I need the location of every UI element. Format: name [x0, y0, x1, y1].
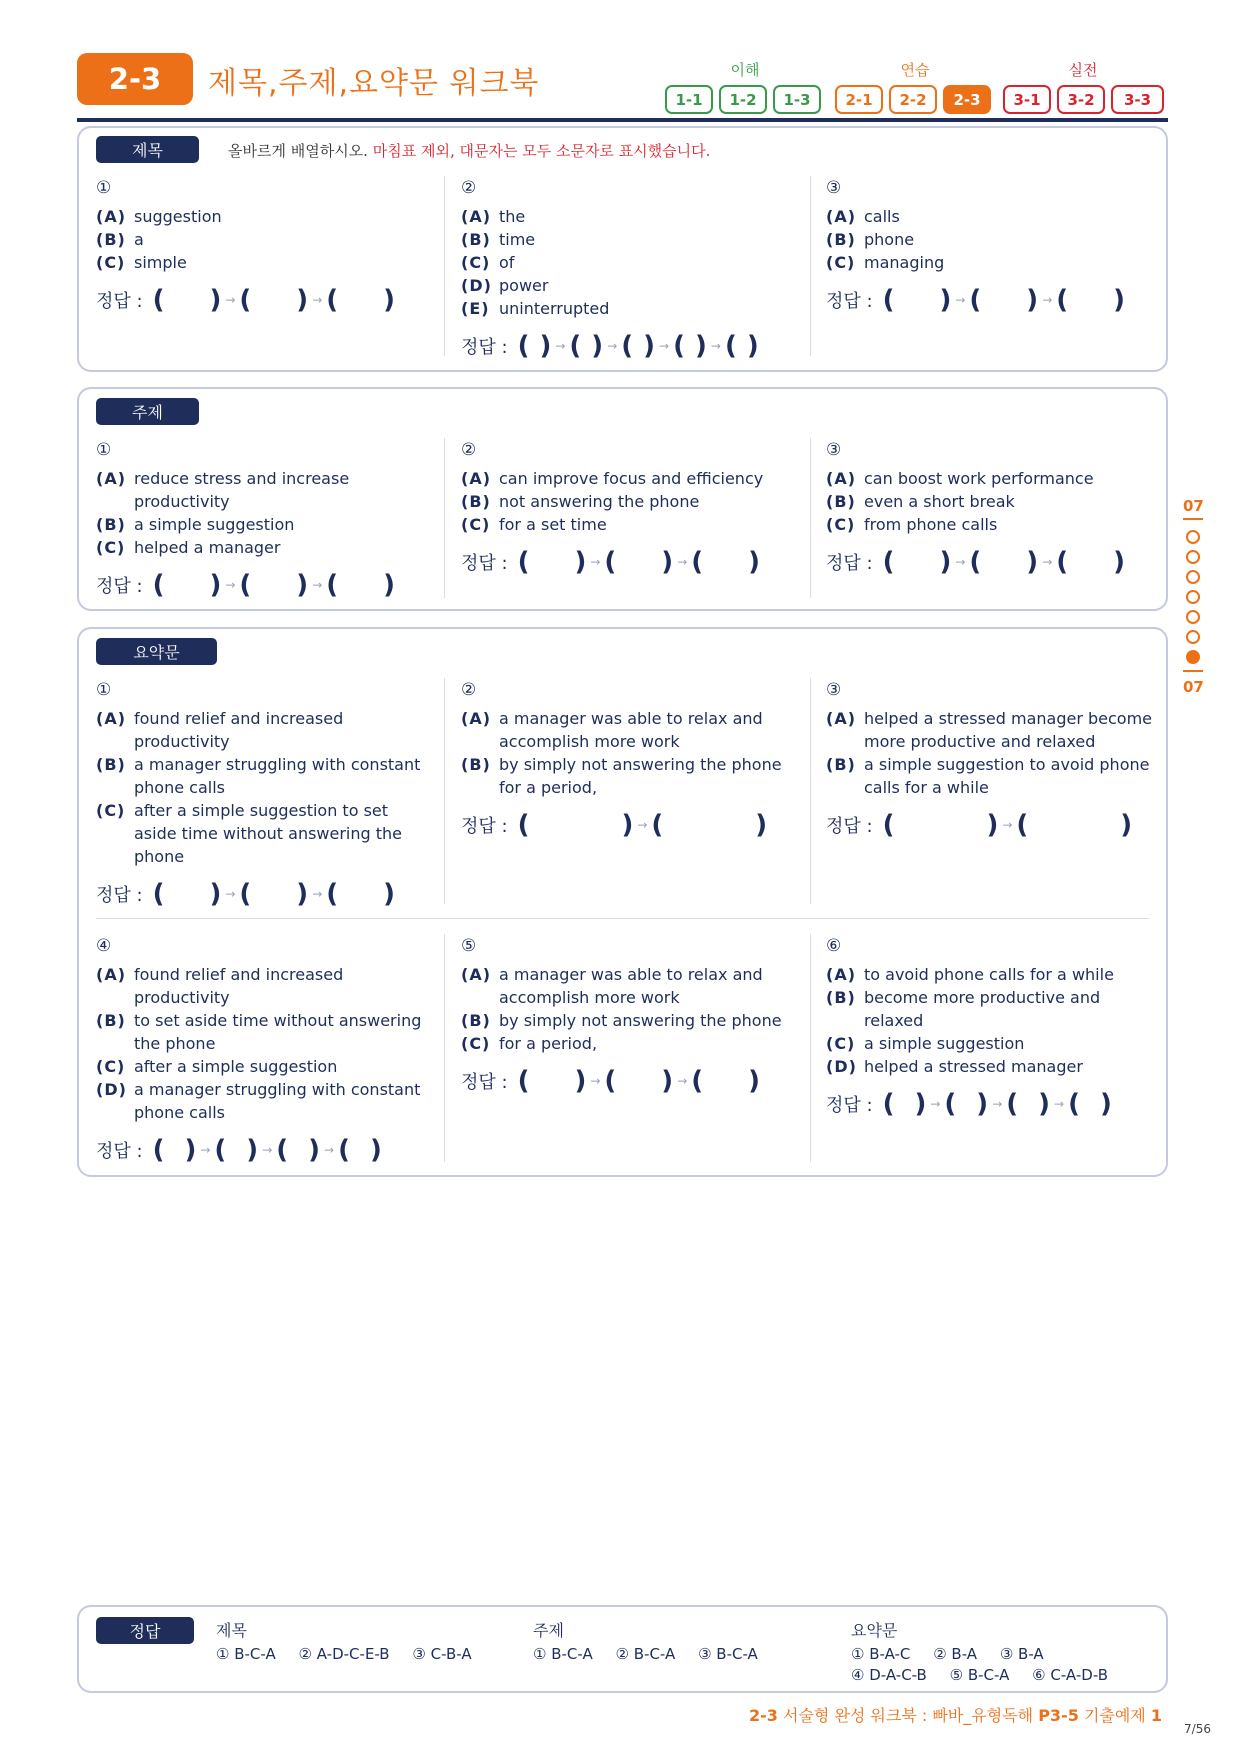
- answer-blank[interactable]: ( ): [152, 1135, 197, 1165]
- option-b: (B) time: [461, 230, 536, 249]
- tab-1-3[interactable]: 1-3: [773, 85, 821, 114]
- question-number: ④: [96, 936, 112, 956]
- summary-section-label: 요약문: [96, 638, 217, 665]
- arrow-icon: →: [312, 293, 323, 307]
- arrow-icon: →: [955, 293, 966, 307]
- answer-row: [826, 283, 1161, 317]
- answer-label: 정답 :: [96, 1141, 143, 1162]
- side-dot: [1186, 610, 1200, 624]
- answer-blank[interactable]: ( ): [969, 547, 1039, 577]
- option-e: (E) uninterrupted: [461, 299, 610, 318]
- answer-label: 정답 :: [826, 1095, 873, 1116]
- tab-1-1[interactable]: 1-1: [665, 85, 713, 114]
- answer-blank[interactable]: ( ): [1056, 547, 1126, 577]
- option-b: (B) by simply not answering the phone: [461, 1011, 782, 1030]
- answer-blank[interactable]: ( ): [326, 570, 396, 600]
- answer-row: [461, 545, 796, 579]
- option-d: (D) helped a stressed manager: [826, 1057, 1083, 1076]
- answer-blank[interactable]: ( ): [517, 547, 587, 577]
- side-dot-current: [1186, 650, 1200, 664]
- option-a: (A) found relief and increased productivity: [96, 965, 344, 1007]
- answer-blank[interactable]: ( ): [338, 1135, 382, 1165]
- arrow-icon: →: [590, 555, 601, 569]
- column-divider: [444, 176, 445, 356]
- title-question-1: [96, 178, 431, 317]
- arrow-icon: →: [225, 293, 236, 307]
- answer-blank[interactable]: ( ): [1068, 1089, 1112, 1119]
- answer-blank[interactable]: ( ): [882, 547, 952, 577]
- arrow-icon: →: [992, 1097, 1003, 1111]
- option-a: (A) found relief and increased productivity: [96, 709, 344, 751]
- answer-label: 정답 :: [461, 553, 508, 574]
- summary-question-2: [461, 680, 796, 842]
- answer-row: [461, 808, 796, 842]
- answer-key-item: ① B-C-A: [533, 1645, 593, 1663]
- option-b: (B) phone: [826, 230, 915, 249]
- question-number: ①: [96, 680, 112, 700]
- option-b: (B) a: [96, 230, 144, 249]
- question-number: ③: [826, 680, 842, 700]
- arrow-icon: →: [607, 339, 618, 353]
- tab-2-2[interactable]: 2-2: [889, 85, 937, 114]
- answer-blank[interactable]: ( ): [214, 1135, 259, 1165]
- arrow-icon: →: [1042, 293, 1053, 307]
- answer-blank[interactable]: ( ): [1016, 810, 1133, 840]
- answer-row: [826, 1087, 1161, 1121]
- side-dot: [1186, 590, 1200, 604]
- row-divider: [96, 918, 1149, 919]
- option-b: (B) a simple suggestion to avoid phone calls for a while: [826, 755, 1150, 797]
- answer-label: 정답 :: [96, 576, 143, 597]
- summary-question-1: [96, 680, 431, 911]
- answer-blank[interactable]: ( ): [239, 285, 309, 315]
- answer-key-summary-row-1: [851, 1645, 1062, 1663]
- option-a: (A) calls: [826, 207, 900, 226]
- answer-blank[interactable]: ( ): [152, 570, 222, 600]
- title-section-label: 제목: [96, 136, 199, 163]
- question-number: ②: [461, 178, 477, 198]
- summary-question-6: [826, 936, 1161, 1121]
- side-index-bottom: 07: [1183, 678, 1204, 696]
- option-a: (A) the: [461, 207, 526, 226]
- question-number: ①: [96, 178, 112, 198]
- answer-blank[interactable]: ( ): [944, 1089, 989, 1119]
- option-d: (D) a manager struggling with constant phone calls: [96, 1080, 421, 1122]
- answer-label: 정답 :: [826, 291, 873, 312]
- side-line-bottom: [1183, 670, 1203, 672]
- option-b: (B) to set aside time without answering the phone: [96, 1011, 422, 1053]
- question-number: ②: [461, 680, 477, 700]
- answer-row: [461, 1064, 796, 1098]
- page-title: 제목,주제,요약문 워크북: [208, 66, 540, 101]
- summary-question-3: [826, 680, 1161, 842]
- answer-label: 정답 :: [461, 337, 508, 358]
- answer-label: 정답 :: [461, 816, 508, 837]
- answer-key-item: ② B-A: [933, 1645, 978, 1663]
- topic-question-3: [826, 440, 1161, 579]
- option-c: (C) managing: [826, 253, 945, 272]
- answer-blank[interactable]: ( ): [621, 331, 656, 361]
- option-c: (C) helped a manager: [96, 538, 281, 557]
- summary-question-4: [96, 936, 431, 1167]
- question-number: ⑥: [826, 936, 842, 956]
- topic-section-label: 주제: [96, 398, 199, 425]
- answer-key-label: 정답: [96, 1617, 194, 1644]
- column-divider: [444, 934, 445, 1162]
- answer-key-item: ③ C-B-A: [412, 1645, 472, 1663]
- arrow-icon: →: [710, 339, 721, 353]
- tab-3-2[interactable]: 3-2: [1057, 85, 1105, 114]
- answer-blank[interactable]: ( ): [517, 1066, 587, 1096]
- question-number: ③: [826, 178, 842, 198]
- side-index-top: 07: [1183, 497, 1204, 515]
- side-dot: [1186, 630, 1200, 644]
- answer-key-item: ② B-C-A: [615, 1645, 676, 1663]
- tab-1-2[interactable]: 1-2: [719, 85, 767, 114]
- option-c: (C) a simple suggestion: [826, 1034, 1025, 1053]
- topic-question-1: [96, 440, 431, 602]
- answer-blank[interactable]: ( ): [604, 547, 674, 577]
- option-a: (A) reduce stress and increase productivity: [96, 469, 350, 511]
- tab-2-3[interactable]: 2-3: [943, 85, 991, 114]
- footer-text-2: 기출예제: [1083, 1706, 1146, 1725]
- answer-row: [96, 877, 431, 911]
- question-number: ⑤: [461, 936, 477, 956]
- summary-question-5: [461, 936, 796, 1098]
- arrow-icon: →: [225, 887, 236, 901]
- answer-key-title-row: [216, 1645, 490, 1663]
- option-b: (B) even a short break: [826, 492, 1015, 511]
- group-label-real: 실전: [1068, 61, 1098, 79]
- answer-blank[interactable]: ( ): [691, 547, 761, 577]
- answer-blank[interactable]: ( ): [152, 285, 222, 315]
- arrow-icon: →: [555, 339, 566, 353]
- answer-blank[interactable]: ( ): [691, 1066, 761, 1096]
- answer-blank[interactable]: ( ): [1056, 285, 1126, 315]
- arrow-icon: →: [1002, 818, 1013, 832]
- arrow-icon: →: [225, 578, 236, 592]
- arrow-icon: →: [312, 887, 323, 901]
- answer-blank[interactable]: ( ): [239, 879, 309, 909]
- group-label-practice: 연습: [900, 61, 930, 79]
- arrow-icon: →: [1054, 1097, 1065, 1111]
- answer-blank[interactable]: ( ): [1006, 1089, 1051, 1119]
- title-question-3: [826, 178, 1161, 317]
- header-rule: [77, 118, 1168, 122]
- answer-key-summary-head: 요약문: [851, 1621, 898, 1640]
- answer-row: [461, 329, 796, 363]
- column-divider: [810, 438, 811, 598]
- tab-2-1[interactable]: 2-1: [835, 85, 883, 114]
- instruction: [228, 140, 710, 161]
- unit-badge: 2-3: [77, 53, 193, 105]
- answer-blank[interactable]: ( ): [517, 331, 552, 361]
- side-dot: [1186, 570, 1200, 584]
- option-a: (A) a manager was able to relax and accomplish more work: [461, 965, 763, 1007]
- option-a: (A) can improve focus and efficiency: [461, 469, 764, 488]
- arrow-icon: →: [262, 1143, 273, 1157]
- answer-label: 정답 :: [96, 291, 143, 312]
- answer-blank[interactable]: ( ): [604, 1066, 674, 1096]
- footer-text: 서술형 완성 워크북 : 빠바_유형독해: [782, 1706, 1034, 1725]
- answer-blank[interactable]: ( ): [969, 285, 1039, 315]
- side-dot: [1186, 550, 1200, 564]
- group-label-understand: 이해: [730, 61, 760, 79]
- arrow-icon: →: [324, 1143, 335, 1157]
- option-b: (B) not answering the phone: [461, 492, 700, 511]
- answer-key-summary-row-2: [851, 1666, 1126, 1684]
- footer-title: [749, 1703, 1162, 1726]
- arrow-icon: →: [1042, 555, 1053, 569]
- arrow-icon: →: [677, 555, 688, 569]
- option-d: (D) power: [461, 276, 549, 295]
- answer-blank[interactable]: ( ): [326, 879, 396, 909]
- arrow-icon: →: [312, 578, 323, 592]
- column-divider: [444, 678, 445, 904]
- arrow-icon: →: [659, 339, 670, 353]
- instruction-note: 마침표 제외, 대문자는 모두 소문자로 표시했습니다.: [372, 142, 711, 160]
- arrow-icon: →: [590, 1074, 601, 1088]
- arrow-icon: →: [637, 818, 648, 832]
- answer-blank[interactable]: ( ): [882, 285, 952, 315]
- tab-3-3[interactable]: 3-3: [1111, 85, 1164, 114]
- option-a: (A) helped a stressed manager become more productive and relaxed: [826, 709, 1153, 751]
- answer-blank[interactable]: ( ): [569, 331, 604, 361]
- arrow-icon: →: [930, 1097, 941, 1111]
- answer-label: 정답 :: [826, 553, 873, 574]
- answer-row: [96, 568, 431, 602]
- answer-blank[interactable]: ( ): [152, 879, 222, 909]
- answer-key-item: ① B-A-C: [851, 1645, 911, 1663]
- answer-row: [826, 545, 1161, 579]
- answer-blank[interactable]: ( ): [673, 331, 707, 361]
- question-number: ①: [96, 440, 112, 460]
- side-line-top: [1183, 518, 1203, 520]
- answer-key-item: ④ D-A-C-B: [851, 1666, 927, 1684]
- answer-blank[interactable]: ( ): [276, 1135, 321, 1165]
- answer-blank[interactable]: ( ): [651, 810, 768, 840]
- arrow-icon: →: [200, 1143, 211, 1157]
- option-b: (B) become more productive and relaxed: [826, 988, 1101, 1030]
- question-number: ③: [826, 440, 842, 460]
- option-c: (C) after a simple suggestion to set aside time without answering the phone: [96, 801, 403, 866]
- answer-blank[interactable]: ( ): [724, 331, 759, 361]
- option-b: (B) a manager struggling with constant phone calls: [96, 755, 421, 797]
- arrow-icon: →: [955, 555, 966, 569]
- column-divider: [810, 176, 811, 356]
- option-a: (A) can boost work performance: [826, 469, 1094, 488]
- answer-key-topic-row: [533, 1645, 776, 1663]
- answer-blank[interactable]: ( ): [882, 810, 999, 840]
- page-number: 7/56: [1184, 1722, 1211, 1736]
- footer-code: 2-3: [748, 1706, 778, 1725]
- option-a: (A) suggestion: [96, 207, 222, 226]
- tab-3-1[interactable]: 3-1: [1003, 85, 1051, 114]
- answer-key-item: ② A-D-C-E-B: [298, 1645, 390, 1663]
- option-c: (C) for a period,: [461, 1034, 598, 1053]
- answer-blank[interactable]: ( ): [239, 570, 309, 600]
- question-number: ②: [461, 440, 477, 460]
- answer-row: [96, 283, 431, 317]
- option-a: (A) a manager was able to relax and accomplish more work: [461, 709, 763, 751]
- answer-label: 정답 :: [826, 816, 873, 837]
- answer-label: 정답 :: [461, 1072, 508, 1093]
- instruction-main: 올바르게 배열하시오.: [228, 142, 368, 160]
- topic-question-2: [461, 440, 796, 579]
- option-c: (C) simple: [96, 253, 187, 272]
- answer-row: [96, 1133, 431, 1167]
- footer-ref: P3-5: [1038, 1706, 1079, 1725]
- side-dot: [1186, 530, 1200, 544]
- option-c: (C) from phone calls: [826, 515, 998, 534]
- answer-row: [826, 808, 1161, 842]
- answer-key-item: ⑤ B-C-A: [949, 1666, 1010, 1684]
- option-b: (B) a simple suggestion: [96, 515, 295, 534]
- arrow-icon: →: [677, 1074, 688, 1088]
- answer-key-item: ⑥ C-A-D-B: [1032, 1666, 1108, 1684]
- column-divider: [810, 934, 811, 1162]
- answer-blank[interactable]: ( ): [326, 285, 396, 315]
- answer-key-title-head: 제목: [216, 1621, 247, 1640]
- option-c: (C) after a simple suggestion: [96, 1057, 338, 1076]
- option-c: (C) for a set time: [461, 515, 607, 534]
- column-divider: [444, 438, 445, 598]
- answer-blank[interactable]: ( ): [882, 1089, 927, 1119]
- answer-key-topic-head: 주제: [533, 1621, 564, 1640]
- footer-num: 1: [1150, 1706, 1162, 1725]
- answer-key-item: ① B-C-A: [216, 1645, 276, 1663]
- answer-label: 정답 :: [96, 885, 143, 906]
- answer-key-item: ③ B-C-A: [698, 1645, 758, 1663]
- option-b: (B) by simply not answering the phone for a period,: [461, 755, 782, 797]
- answer-key-item: ③ B-A: [999, 1645, 1044, 1663]
- answer-blank[interactable]: ( ): [517, 810, 634, 840]
- title-question-2: [461, 178, 796, 363]
- column-divider: [810, 678, 811, 904]
- option-c: (C) of: [461, 253, 515, 272]
- option-a: (A) to avoid phone calls for a while: [826, 965, 1114, 984]
